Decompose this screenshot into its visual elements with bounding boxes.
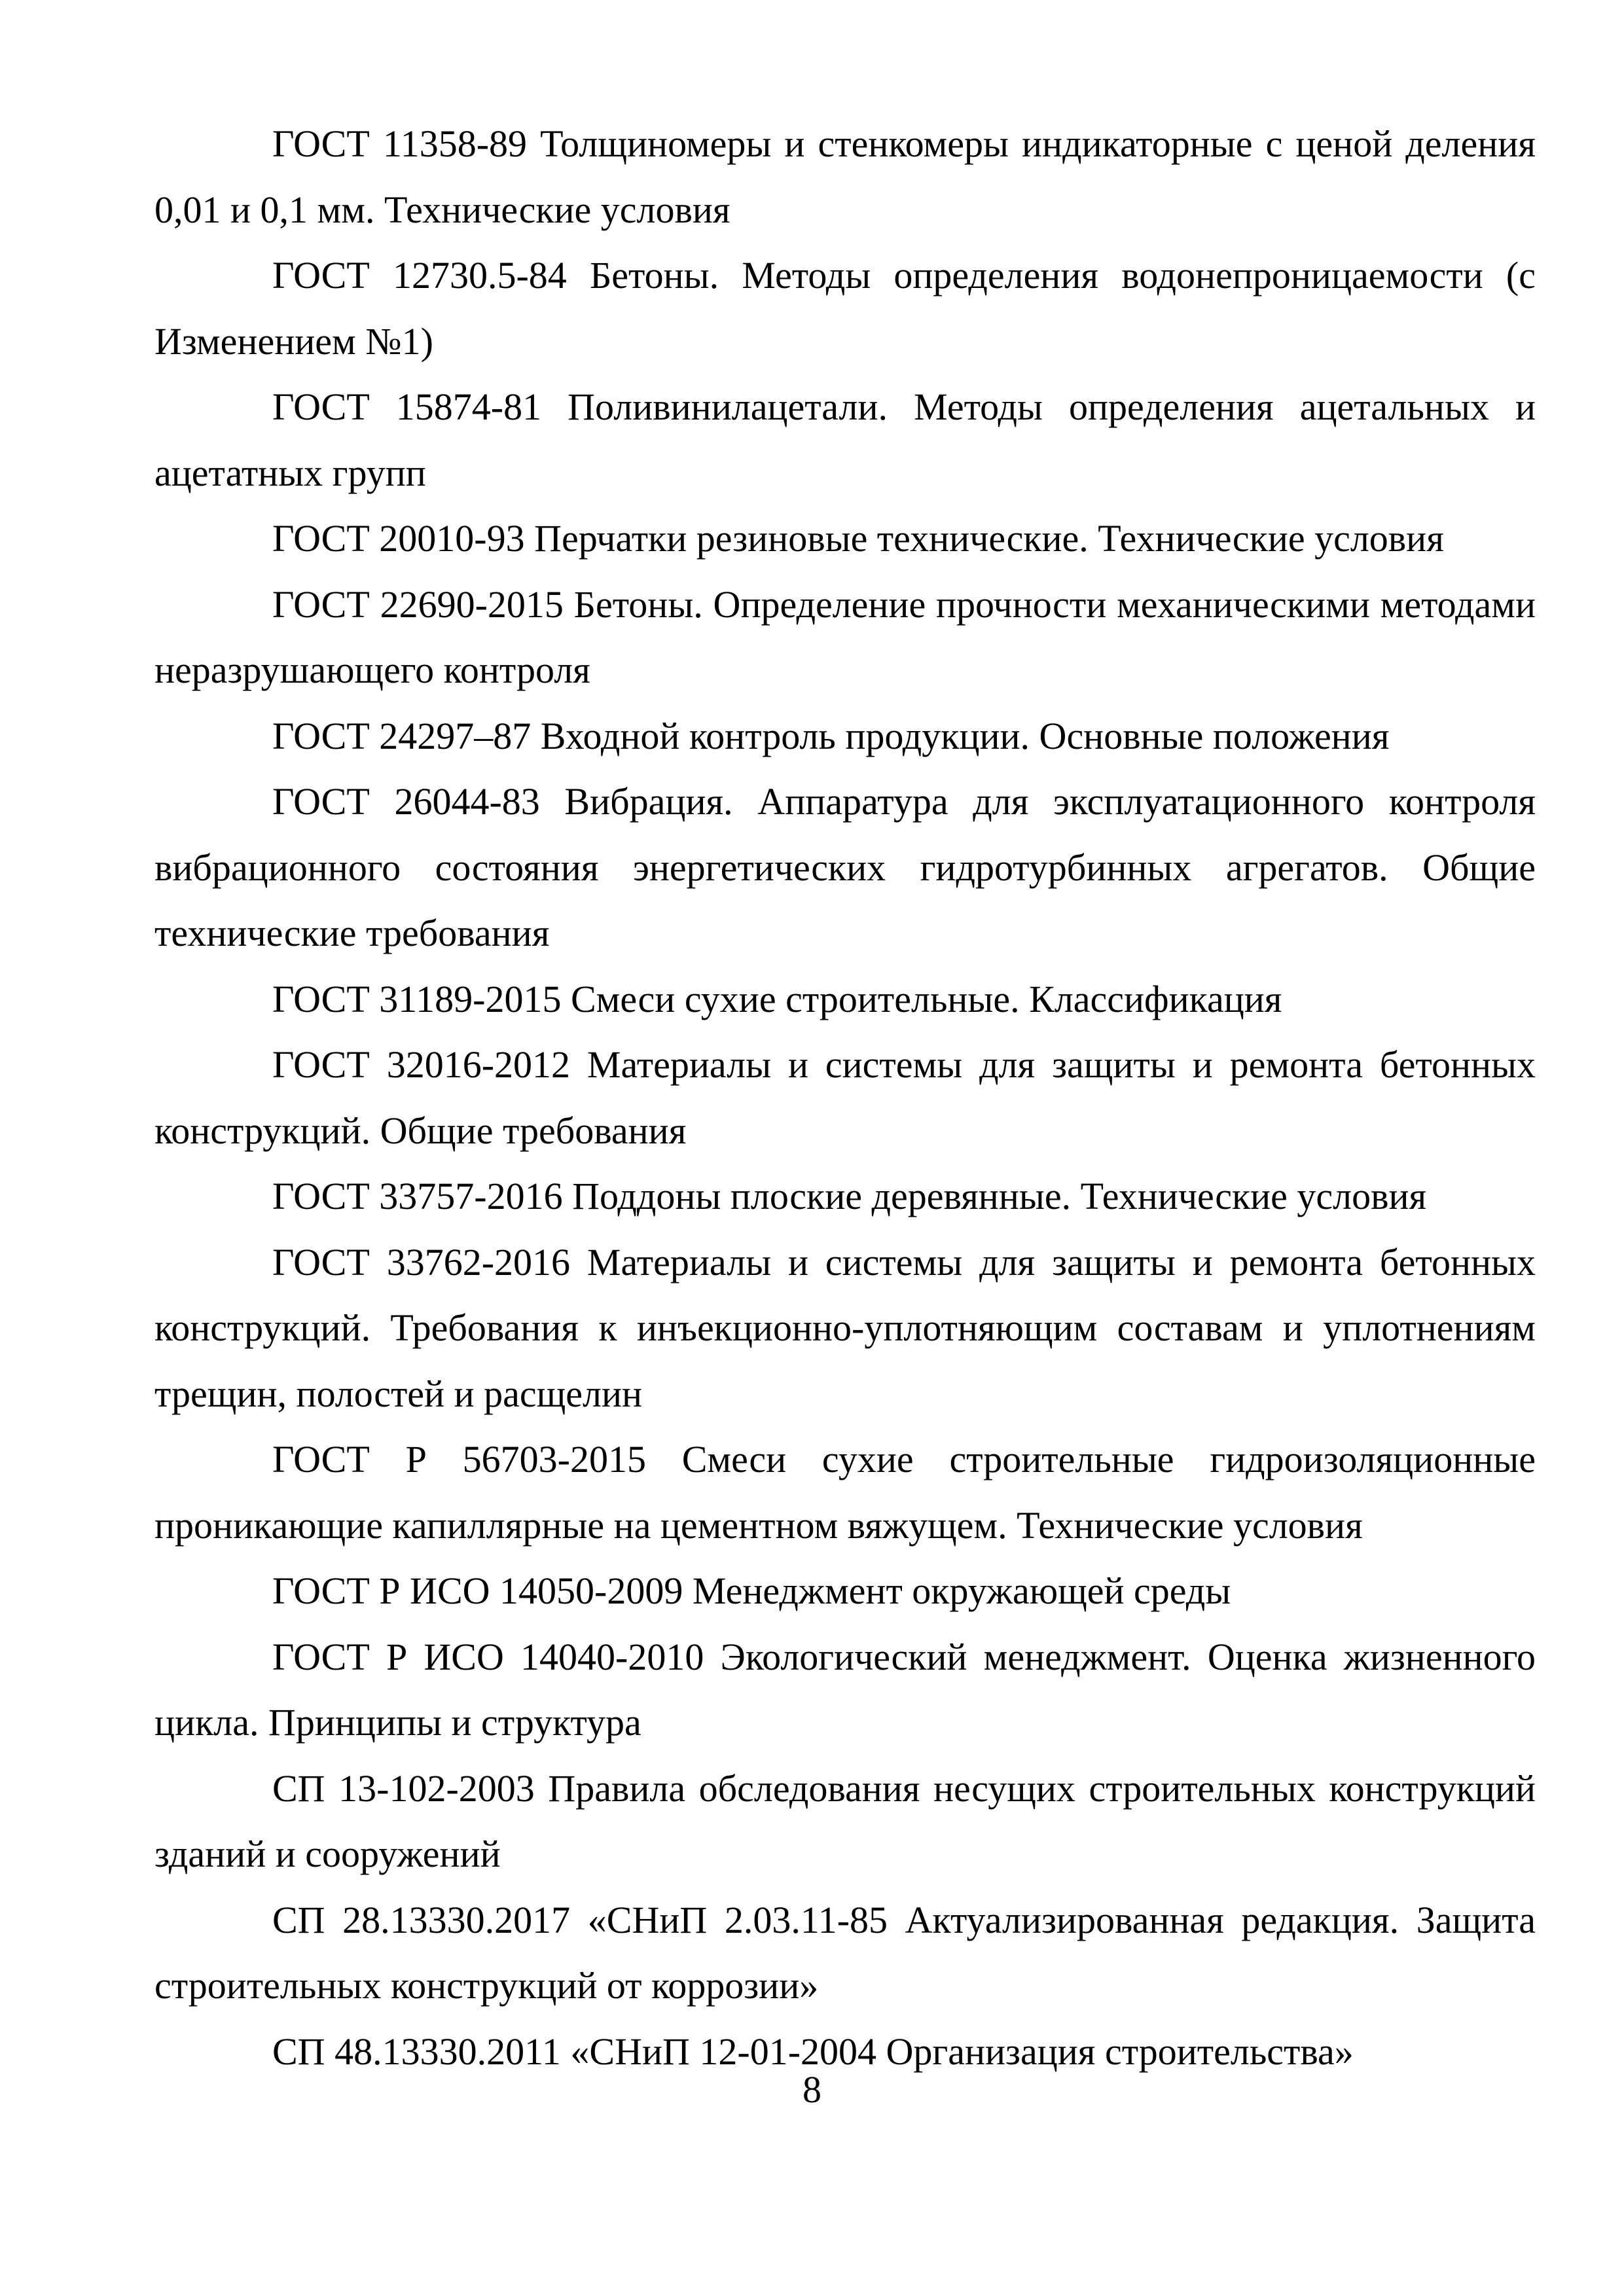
reference-entry: ГОСТ 32016-2012 Материалы и системы для защиты и ремонта бетонных конструкций. Общие требования (154, 1043, 1536, 1152)
reference-entry: ГОСТ 12730.5-84 Бетоны. Методы определения водонепроницаемости (с Изменением №1) (154, 254, 1536, 363)
reference-entry: СП 28.13330.2017 «СНиП 2.03.11-85 Актуализированная редакция. Защита строительных конструкций от коррозии» (154, 1898, 1536, 2007)
page-number: 8 (803, 2068, 821, 2111)
reference-entry: ГОСТ Р ИСО 14050-2009 Менеджмент окружающей среды (272, 1570, 1231, 1612)
reference-entry: ГОСТ 24297–87 Входной контроль продукции. Основные положения (272, 714, 1390, 757)
reference-entry: ГОСТ Р 56703-2015 Смеси сухие строительные гидроизоляционные проникающие капиллярные на цементном вяжущем. Технические условия (154, 1438, 1536, 1547)
reference-entry: СП 48.13330.2011 «СНиП 12-01-2004 Организация строительства» (272, 2030, 1354, 2073)
references-list (154, 111, 1536, 2085)
reference-entry: ГОСТ 33762-2016 Материалы и системы для защиты и ремонта бетонных конструкций. Требования к инъекционно-уплотняющим составам и уплотнениям трещин, полостей и расщелин (154, 1240, 1536, 1415)
reference-entry: ГОСТ 22690-2015 Бетоны. Определение прочности механическими методами неразрушающего контроля (154, 583, 1536, 691)
reference-entry: ГОСТ 31189-2015 Смеси сухие строительные. Классификация (272, 977, 1282, 1020)
reference-entry: ГОСТ 26044-83 Вибрация. Аппаратура для эксплуатационного контроля вибрационного состояния энергетических гидротурбинных агрегатов. Общие технические требования (154, 780, 1536, 954)
reference-entry: ГОСТ 15874-81 Поливинилацетали. Методы определения ацетальных и ацетатных групп (154, 386, 1536, 494)
reference-entry: ГОСТ 11358-89 Толщиномеры и стенкомеры индикаторные с ценой деления 0,01 и 0,1 мм. Технические условия (154, 122, 1536, 231)
reference-entry: ГОСТ 20010-93 Перчатки резиновые технические. Технические условия (272, 517, 1444, 560)
reference-entry: СП 13-102-2003 Правила обследования несущих строительных конструкций зданий и сооружений (154, 1767, 1536, 1875)
reference-entry: ГОСТ Р ИСО 14040-2010 Экологический менеджмент. Оценка жизненного цикла. Принципы и структура (154, 1635, 1536, 1744)
reference-entry: ГОСТ 33757-2016 Поддоны плоские деревянные. Технические условия (272, 1175, 1427, 1217)
